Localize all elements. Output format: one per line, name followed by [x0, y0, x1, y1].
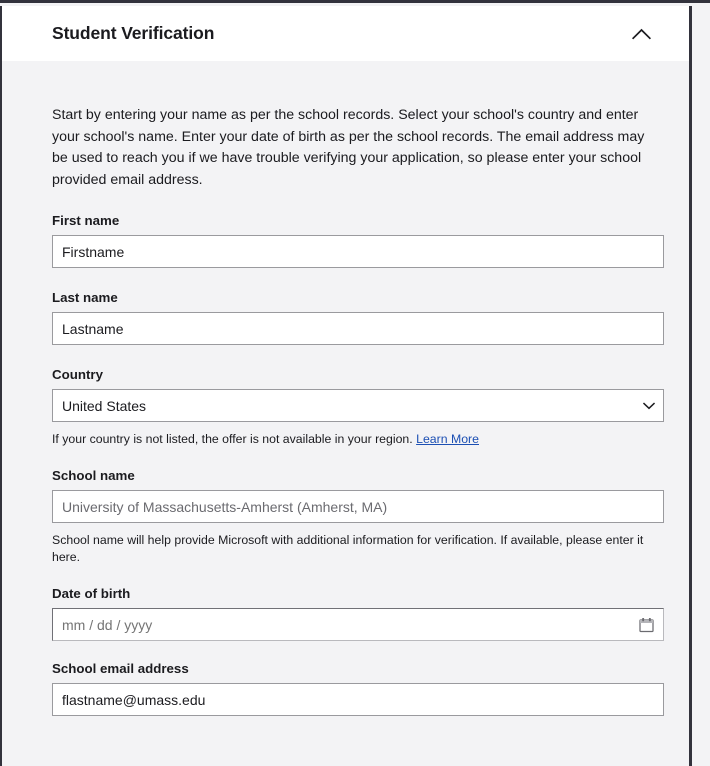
country-field-group — [52, 367, 639, 448]
country-select[interactable] — [52, 389, 664, 422]
page-container — [0, 6, 692, 766]
date-of-birth-input[interactable] — [52, 608, 664, 641]
card-body — [2, 61, 689, 716]
last-name-field-group — [52, 290, 639, 345]
chevron-up-icon — [632, 28, 651, 40]
first-name-label: First name — [52, 213, 120, 228]
school-email-field-group — [52, 661, 639, 716]
date-of-birth-field-group — [52, 586, 639, 641]
last-name-label: Last name — [52, 290, 118, 305]
country-helper-text — [52, 431, 666, 448]
last-name-input[interactable] — [52, 312, 664, 345]
learn-more-link[interactable]: Learn More — [416, 432, 479, 446]
school-email-label: School email address — [52, 661, 189, 676]
school-name-input[interactable] — [52, 490, 664, 523]
country-helper-message: If your country is not listed, the offer is not available in your region. — [52, 432, 413, 446]
card-header — [2, 6, 689, 61]
intro-text: Start by entering your name as per the school records. Select your school's country and enter your school's name. Enter your date of birth as per the school records. The email address may be used to reach you if we have trouble verifying your application, so please enter your school provided email address. — [52, 107, 645, 188]
school-name-helper-text: School name will help provide Microsoft with additional information for verification. If available, please enter it here. — [52, 533, 644, 564]
country-select-wrapper — [52, 389, 664, 422]
collapse-section-button[interactable] — [626, 19, 656, 49]
school-name-label: School name — [52, 468, 135, 483]
page-title: Student Verification — [52, 23, 215, 43]
school-name-field-group — [52, 468, 644, 566]
country-label: Country — [52, 367, 103, 382]
first-name-field-group — [52, 213, 639, 268]
date-of-birth-wrapper — [52, 608, 664, 641]
school-email-input[interactable] — [52, 683, 664, 716]
first-name-input[interactable] — [52, 235, 664, 268]
date-of-birth-label: Date of birth — [52, 586, 131, 601]
student-verification-card — [2, 6, 689, 766]
